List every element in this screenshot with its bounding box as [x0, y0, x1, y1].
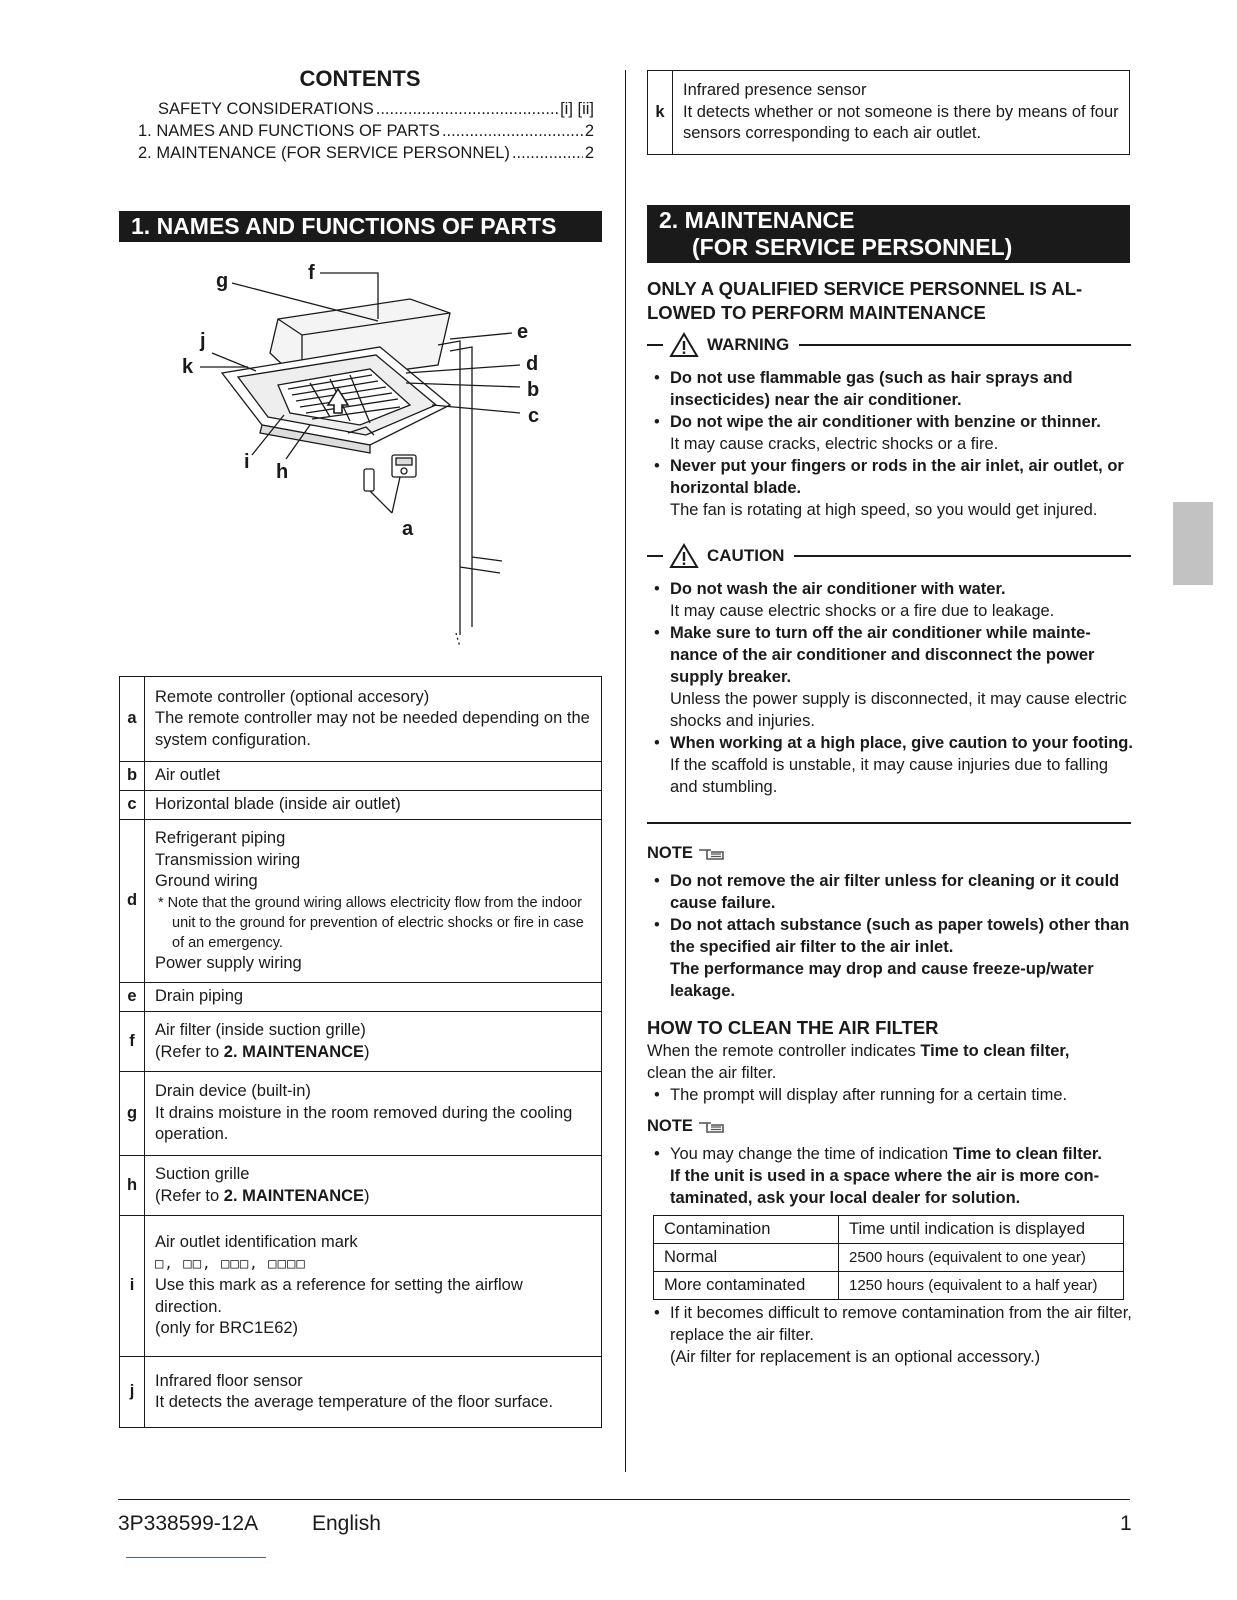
- clean-filter-bullet: [649, 1084, 1133, 1106]
- column-header: Time until indication is displayed: [839, 1216, 1124, 1244]
- footer-rule: [118, 1499, 1130, 1500]
- list-item: • Do not wash the air conditioner with water. It may cause electric shocks or a fire due to leakage.: [649, 578, 1133, 622]
- part-name: Power supply wiring: [155, 953, 302, 972]
- list-item: • Do not wipe the air conditioner with benzine or thinner. It may cause cracks, electric shocks or a fire.: [649, 411, 1133, 455]
- part-name: Air outlet identification mark: [155, 1233, 358, 1252]
- figure-label-i: i: [244, 451, 250, 473]
- part-ref: (Refer to 2. MAINTENANCE): [155, 1042, 370, 1061]
- toc-label: 2. MAINTENANCE (FOR SERVICE PERSONNEL): [138, 144, 510, 162]
- caution-heading: [647, 541, 1131, 571]
- list-item: • Never put your fingers or rods in the air inlet, air outlet, or horizontal blade. The fan is rotating at high speed, so you would get injured.: [649, 455, 1133, 521]
- warning-label: WARNING: [707, 335, 790, 354]
- part-key: f: [120, 1012, 145, 1072]
- figure-label-h: h: [276, 461, 289, 483]
- part-name: Infrared floor sensor: [155, 1371, 303, 1390]
- part-name: Air filter (inside suction grille): [155, 1021, 366, 1039]
- clean-filter-intro: When the remote controller indicates Time to clean filter, clean the air filter.: [647, 1042, 1070, 1082]
- list-item: • The prompt will display after running for a certain time.: [649, 1084, 1133, 1106]
- figure-label-e: e: [517, 321, 529, 343]
- table-cell: More contaminated: [654, 1272, 839, 1300]
- section2-heading: [647, 205, 1130, 263]
- table-row: [120, 677, 602, 762]
- indoor-unit-illustration: [160, 255, 560, 655]
- parts-table: [119, 676, 602, 1428]
- part-name: Ground wiring: [155, 872, 258, 890]
- toc-item-names[interactable]: [138, 122, 594, 141]
- list-item: • Do not remove the air filter unless for cleaning or it could cause failure.: [649, 870, 1133, 914]
- warning-heading: [647, 330, 1131, 360]
- pointing-hand-icon: [697, 1117, 727, 1135]
- figure-label-f: f: [308, 262, 315, 284]
- list-item: • You may change the time of indication Time to clean filter. If the unit is used in a space where the air is more con-taminated, ask your local dealer for solution.: [649, 1143, 1133, 1209]
- qualified-personnel-notice: ONLY A QUALIFIED SERVICE PERSONNEL IS AL-LOWED TO PERFORM MAINTENANCE: [647, 278, 1083, 323]
- chapter-tab-marker: [1173, 502, 1213, 585]
- part-key: j: [120, 1357, 145, 1428]
- toc-item-safety[interactable]: [158, 100, 594, 119]
- toc-page: [i] [ii]: [560, 100, 594, 118]
- part-desc: It detects whether or not someone is there by means of four sensors corresponding to each air outlet.: [683, 102, 1119, 143]
- part-desc: (only for BRC1E62): [155, 1319, 299, 1338]
- part-key: c: [120, 791, 145, 820]
- table-row: [120, 1357, 602, 1428]
- caution-end-rule: [647, 822, 1131, 824]
- part-key: k: [648, 71, 673, 155]
- toc-page: 2: [584, 144, 594, 162]
- note2-heading: [647, 1115, 727, 1137]
- part-name: Transmission wiring: [155, 850, 301, 869]
- caution-label: CAUTION: [707, 546, 785, 565]
- part-name: Refrigerant piping: [155, 829, 286, 847]
- part-key: g: [120, 1072, 145, 1156]
- figure-label-d: d: [526, 353, 539, 375]
- part-key: a: [120, 677, 145, 762]
- part-name: Infrared presence sensor: [683, 81, 867, 100]
- table-row: [654, 1244, 1124, 1272]
- note-label: NOTE: [647, 1117, 693, 1135]
- warning-triangle-icon: [669, 332, 699, 358]
- section2-title-line2: (FOR SERVICE PERSONNEL): [692, 234, 1013, 260]
- table-row: [120, 1072, 602, 1156]
- note2-list: [649, 1143, 1133, 1209]
- ground-wiring-note: * Note that the ground wiring allows electricity flow from the indoor unit to the ground for prevention of electric shocks or fire in case of an emergency.: [158, 894, 584, 951]
- table-row: [120, 762, 602, 791]
- list-item: • If it becomes difficult to remove contamination from the air filter, replace the air filter. (Air filter for replacement is an optional accessory.): [649, 1302, 1133, 1368]
- column-divider: [625, 70, 626, 1472]
- list-item: • Do not attach substance (such as paper towels) other than the specified air filter to the air inlet. The performance may drop and cause freeze-up/water leakage.: [649, 914, 1133, 1002]
- figure-label-j: j: [200, 330, 206, 352]
- table-cell: Normal: [654, 1244, 839, 1272]
- part-name: Drain piping: [155, 987, 244, 1006]
- note-heading: [647, 842, 727, 864]
- contents-title: CONTENTS: [299, 66, 421, 91]
- figure-label-c: c: [528, 405, 540, 427]
- table-row: [120, 791, 602, 820]
- table-row: [120, 983, 602, 1012]
- warning-list: [649, 367, 1133, 521]
- note-label: NOTE: [647, 844, 693, 862]
- note-list: [649, 870, 1133, 1002]
- part-name: Air outlet: [155, 766, 221, 785]
- final-bullet-list: [649, 1302, 1133, 1368]
- part-key: b: [120, 762, 145, 791]
- table-row: [120, 1216, 602, 1357]
- footer-link-underline[interactable]: [126, 1557, 266, 1558]
- list-item: • Make sure to turn off the air conditioner while mainte-nance of the air conditioner and disconnect the power supply breaker. Unless the power supply is disconnected, it may cause electric shocks and injuries.: [649, 622, 1133, 732]
- column-header: Contamination: [654, 1216, 839, 1244]
- part-desc: It drains moisture in the room removed during the cooling operation.: [155, 1103, 573, 1144]
- figure-label-g: g: [216, 270, 229, 292]
- footer-language: English: [312, 1512, 381, 1535]
- table-row: [120, 1012, 602, 1072]
- part-desc: The remote controller may not be needed depending on the system configuration.: [155, 709, 590, 749]
- page-number: 1: [1120, 1512, 1132, 1535]
- toc-page: 2: [584, 122, 594, 140]
- part-key: i: [120, 1216, 145, 1357]
- figure-label-k: k: [182, 356, 194, 378]
- toc-label: 1. NAMES AND FUNCTIONS OF PARTS: [138, 122, 440, 140]
- section2-title-line1: 2. MAINTENANCE: [659, 207, 855, 233]
- part-name: Horizontal blade (inside air outlet): [155, 795, 401, 814]
- pointing-hand-icon: [697, 844, 727, 862]
- part-name: Suction grille: [155, 1165, 250, 1183]
- part-name: Remote controller (optional accesory): [155, 687, 430, 706]
- section1-heading: 1. NAMES AND FUNCTIONS OF PARTS: [119, 211, 602, 242]
- part-desc: It detects the average temperature of the floor surface.: [155, 1393, 554, 1411]
- identification-mark-symbols: □, □□, □□□, □□□□: [155, 1255, 306, 1272]
- table-row: [120, 820, 602, 983]
- table-row: [648, 71, 1130, 155]
- figure-label-a: a: [402, 518, 414, 540]
- table-cell: 1250 hours (equivalent to a half year): [839, 1272, 1124, 1300]
- part-name: Drain device (built-in): [155, 1082, 311, 1101]
- part-desc: Use this mark as a reference for setting the airflow direction.: [155, 1276, 523, 1316]
- part-key: h: [120, 1156, 145, 1216]
- toc-label: SAFETY CONSIDERATIONS: [158, 100, 374, 118]
- caution-list: [649, 578, 1133, 798]
- table-row: [120, 1156, 602, 1216]
- clean-filter-heading: HOW TO CLEAN THE AIR FILTER: [647, 1017, 939, 1038]
- list-item: • Do not use flammable gas (such as hair sprays and insecticides) near the air conditioner.: [649, 367, 1133, 411]
- table-cell: 2500 hours (equivalent to one year): [839, 1244, 1124, 1272]
- maintenance-ref-link[interactable]: 2. MAINTENANCE: [223, 1042, 365, 1061]
- caution-triangle-icon: [669, 543, 699, 569]
- figure-label-b: b: [527, 379, 540, 401]
- footer-doc-code: 3P338599-12A: [118, 1512, 259, 1535]
- part-key: e: [120, 983, 145, 1012]
- table-header-row: [654, 1216, 1124, 1244]
- list-item: • When working at a high place, give caution to your footing. If the scaffold is unstable, it may cause injuries due to falling and stumbling.: [649, 732, 1133, 798]
- toc-item-maintenance[interactable]: [138, 144, 594, 163]
- maintenance-ref-link[interactable]: 2. MAINTENANCE: [223, 1186, 365, 1205]
- contamination-table: [653, 1215, 1124, 1300]
- table-row: [654, 1272, 1124, 1300]
- parts-table-continued: [647, 70, 1130, 155]
- part-ref: (Refer to 2. MAINTENANCE): [155, 1186, 370, 1205]
- part-key: d: [120, 820, 145, 983]
